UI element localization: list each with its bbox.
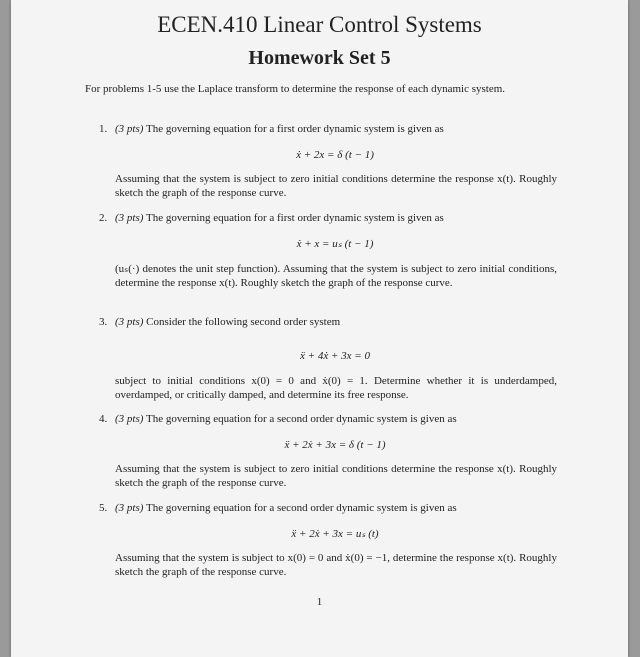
problem-body: Assuming that the system is subject to zero initial conditions determine the response x(t). Roughly sketch the graph of the response curve. bbox=[115, 463, 557, 489]
problem-statement bbox=[115, 501, 555, 515]
problem-number: 3. bbox=[99, 316, 108, 328]
problem-points: (3 pts) bbox=[115, 413, 144, 425]
problem-statement bbox=[115, 412, 555, 426]
problem-statement-text: The governing equation for a first order dynamic system is given as bbox=[145, 123, 444, 135]
problem-statement-text: The governing equation for a second order dynamic system is given as bbox=[145, 502, 457, 514]
problem-statement bbox=[115, 211, 555, 225]
problem-number: 5. bbox=[99, 502, 108, 514]
problem-equation: ẋ + x = uₛ (t − 1) bbox=[296, 238, 374, 250]
problem-number: 1. bbox=[99, 123, 108, 135]
problem-statement bbox=[115, 315, 555, 329]
problem-equation: ẍ + 4ẋ + 3x = 0 bbox=[300, 350, 370, 362]
problem-points: (3 pts) bbox=[115, 316, 144, 328]
problem-statement-text: Consider the following second order system bbox=[146, 316, 341, 328]
problem-equation: ẋ + 2x = δ (t − 1) bbox=[296, 149, 374, 161]
problem-number: 4. bbox=[99, 413, 108, 425]
problem-body: Assuming that the system is subject to zero initial conditions determine the response x(t). Roughly sketch the graph of the response curve. bbox=[115, 173, 557, 199]
problem-number: 2. bbox=[99, 212, 108, 224]
problem-points: (3 pts) bbox=[115, 502, 144, 514]
problem-equation: ẍ + 2ẋ + 3x = uₛ (t) bbox=[291, 528, 379, 540]
page-number: 1 bbox=[316, 596, 323, 608]
problem-statement bbox=[115, 122, 555, 136]
problem-equation: ẍ + 2ẋ + 3x = δ (t − 1) bbox=[284, 439, 386, 451]
page-subtitle: Homework Set 5 bbox=[248, 47, 391, 69]
problem-points: (3 pts) bbox=[115, 212, 144, 224]
document-page bbox=[11, 0, 628, 657]
problem-statement-text: The governing equation for a first order dynamic system is given as bbox=[145, 212, 444, 224]
problem-body: Assuming that the system is subject to x(0) = 0 and ẋ(0) = −1, determine the response x(t). Roughly sketch the graph of the response curve. bbox=[115, 552, 557, 578]
problem-points: (3 pts) bbox=[115, 123, 144, 135]
problem-statement-text: The governing equation for a second order dynamic system is given as bbox=[145, 413, 457, 425]
problem-body: (uₛ(·) denotes the unit step function). Assuming that the system is subject to zero initial conditions, determine the response x(t). Roughly sketch the graph of the response curve. bbox=[115, 263, 557, 289]
intro-paragraph: For problems 1-5 use the Laplace transform to determine the response of each dynamic system. bbox=[85, 83, 506, 95]
problem-body: subject to initial conditions x(0) = 0 and ẋ(0) = 1. Determine whether it is underdamped, overdamped, or critically damped, and determine its free response. bbox=[115, 375, 557, 401]
page-title: ECEN.410 Linear Control Systems bbox=[157, 12, 482, 37]
